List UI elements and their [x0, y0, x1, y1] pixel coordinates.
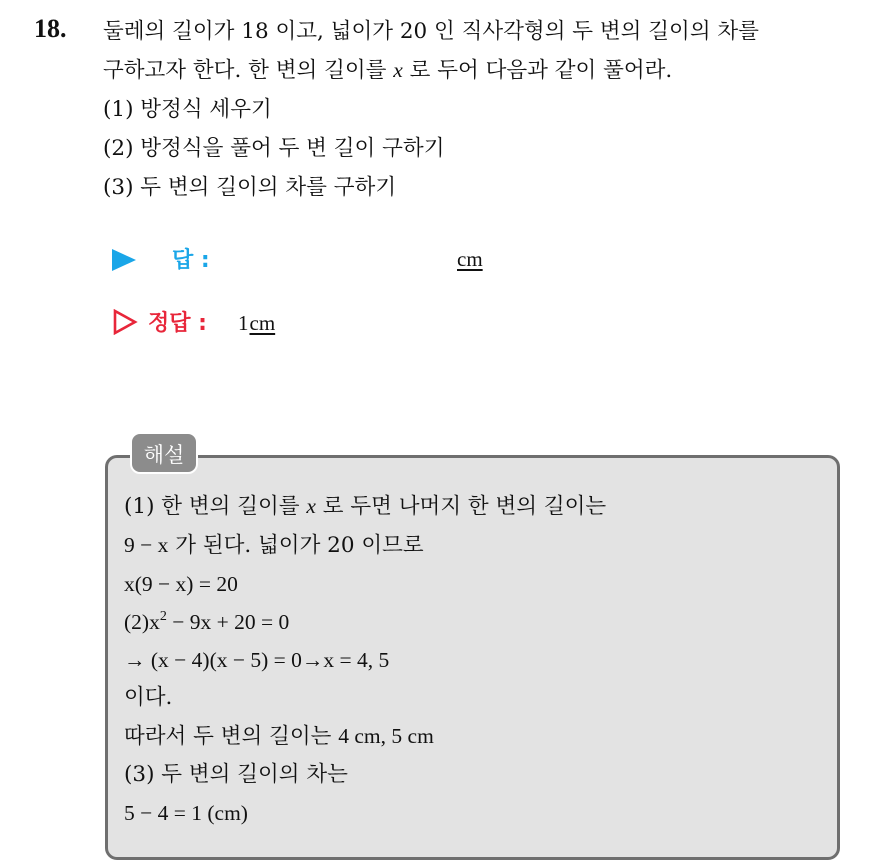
explanation-equation-2-part-b: − 9x + 20 = 0 — [166, 610, 290, 634]
answer-row — [112, 243, 612, 279]
answer-unit: cm — [457, 247, 483, 271]
explanation-line-1-part-a: (1) 한 변의 길이를 — [124, 494, 307, 519]
explanation-tab: 해설 — [130, 432, 198, 474]
explanation-equation-2-part-a: (2)x — [124, 610, 160, 634]
explanation-equation-4: 5 − 4 = 1 (cm) — [124, 801, 248, 825]
play-triangle-icon — [112, 249, 136, 271]
question-number: 18. — [34, 14, 67, 43]
question-step-1: (1) 방정식 세우기 — [103, 97, 272, 122]
correct-answer-row — [112, 306, 612, 342]
question-line-2-part-b: 로 두어 다음과 같이 풀어라. — [402, 58, 673, 83]
question-step-2: (2) 방정식을 풀어 두 변 길이 구하기 — [103, 136, 445, 161]
explanation-equation-1: x(9 − x) = 20 — [124, 572, 238, 596]
explanation-variable-x: x — [306, 494, 316, 518]
explanation-content — [124, 487, 824, 832]
explanation-line-1 — [124, 487, 824, 526]
correct-answer-label: 정답 : — [148, 311, 207, 336]
explanation-line-7-values: 4 cm, 5 cm — [338, 724, 434, 748]
explanation-line-2 — [124, 526, 824, 565]
explanation-line-6: 이다. — [124, 685, 173, 710]
question-line-2 — [103, 51, 873, 90]
question-line-2-part-a: 구하고자 한다. 한 변의 길이를 — [103, 58, 394, 83]
explanation-equation-3: → (x − 4)(x − 5) = 0→x = 4, 5 — [124, 648, 390, 672]
explanation-equation-2 — [124, 603, 824, 641]
outline-triangle-icon — [112, 309, 138, 335]
explanation-line-7-text: 따라서 두 변의 길이는 — [124, 724, 339, 749]
question-line-1: 둘레의 길이가 18 이고, 넓이가 20 인 직사각형의 두 변의 길이의 차를 — [103, 19, 759, 44]
correct-answer-value — [238, 311, 275, 336]
variable-x: x — [393, 58, 403, 82]
question-text — [103, 12, 873, 207]
explanation-line-2-text: 가 된다. 넓이가 20 이므로 — [168, 533, 424, 558]
explanation-line-7 — [124, 717, 824, 756]
correct-answer-unit: cm — [249, 311, 276, 335]
explanation-line-1-part-b: 로 두면 나머지 한 변의 길이는 — [315, 494, 607, 519]
explanation-line-8: (3) 두 변의 길이의 차는 — [124, 762, 348, 787]
correct-answer-number: 1 — [238, 311, 249, 335]
question-step-3: (3) 두 변의 길이의 차를 구하기 — [103, 175, 397, 200]
answer-label: 답 : — [172, 248, 210, 273]
explanation-exponent: 2 — [159, 609, 167, 624]
explanation-line-2-math: 9 − x — [124, 533, 169, 557]
